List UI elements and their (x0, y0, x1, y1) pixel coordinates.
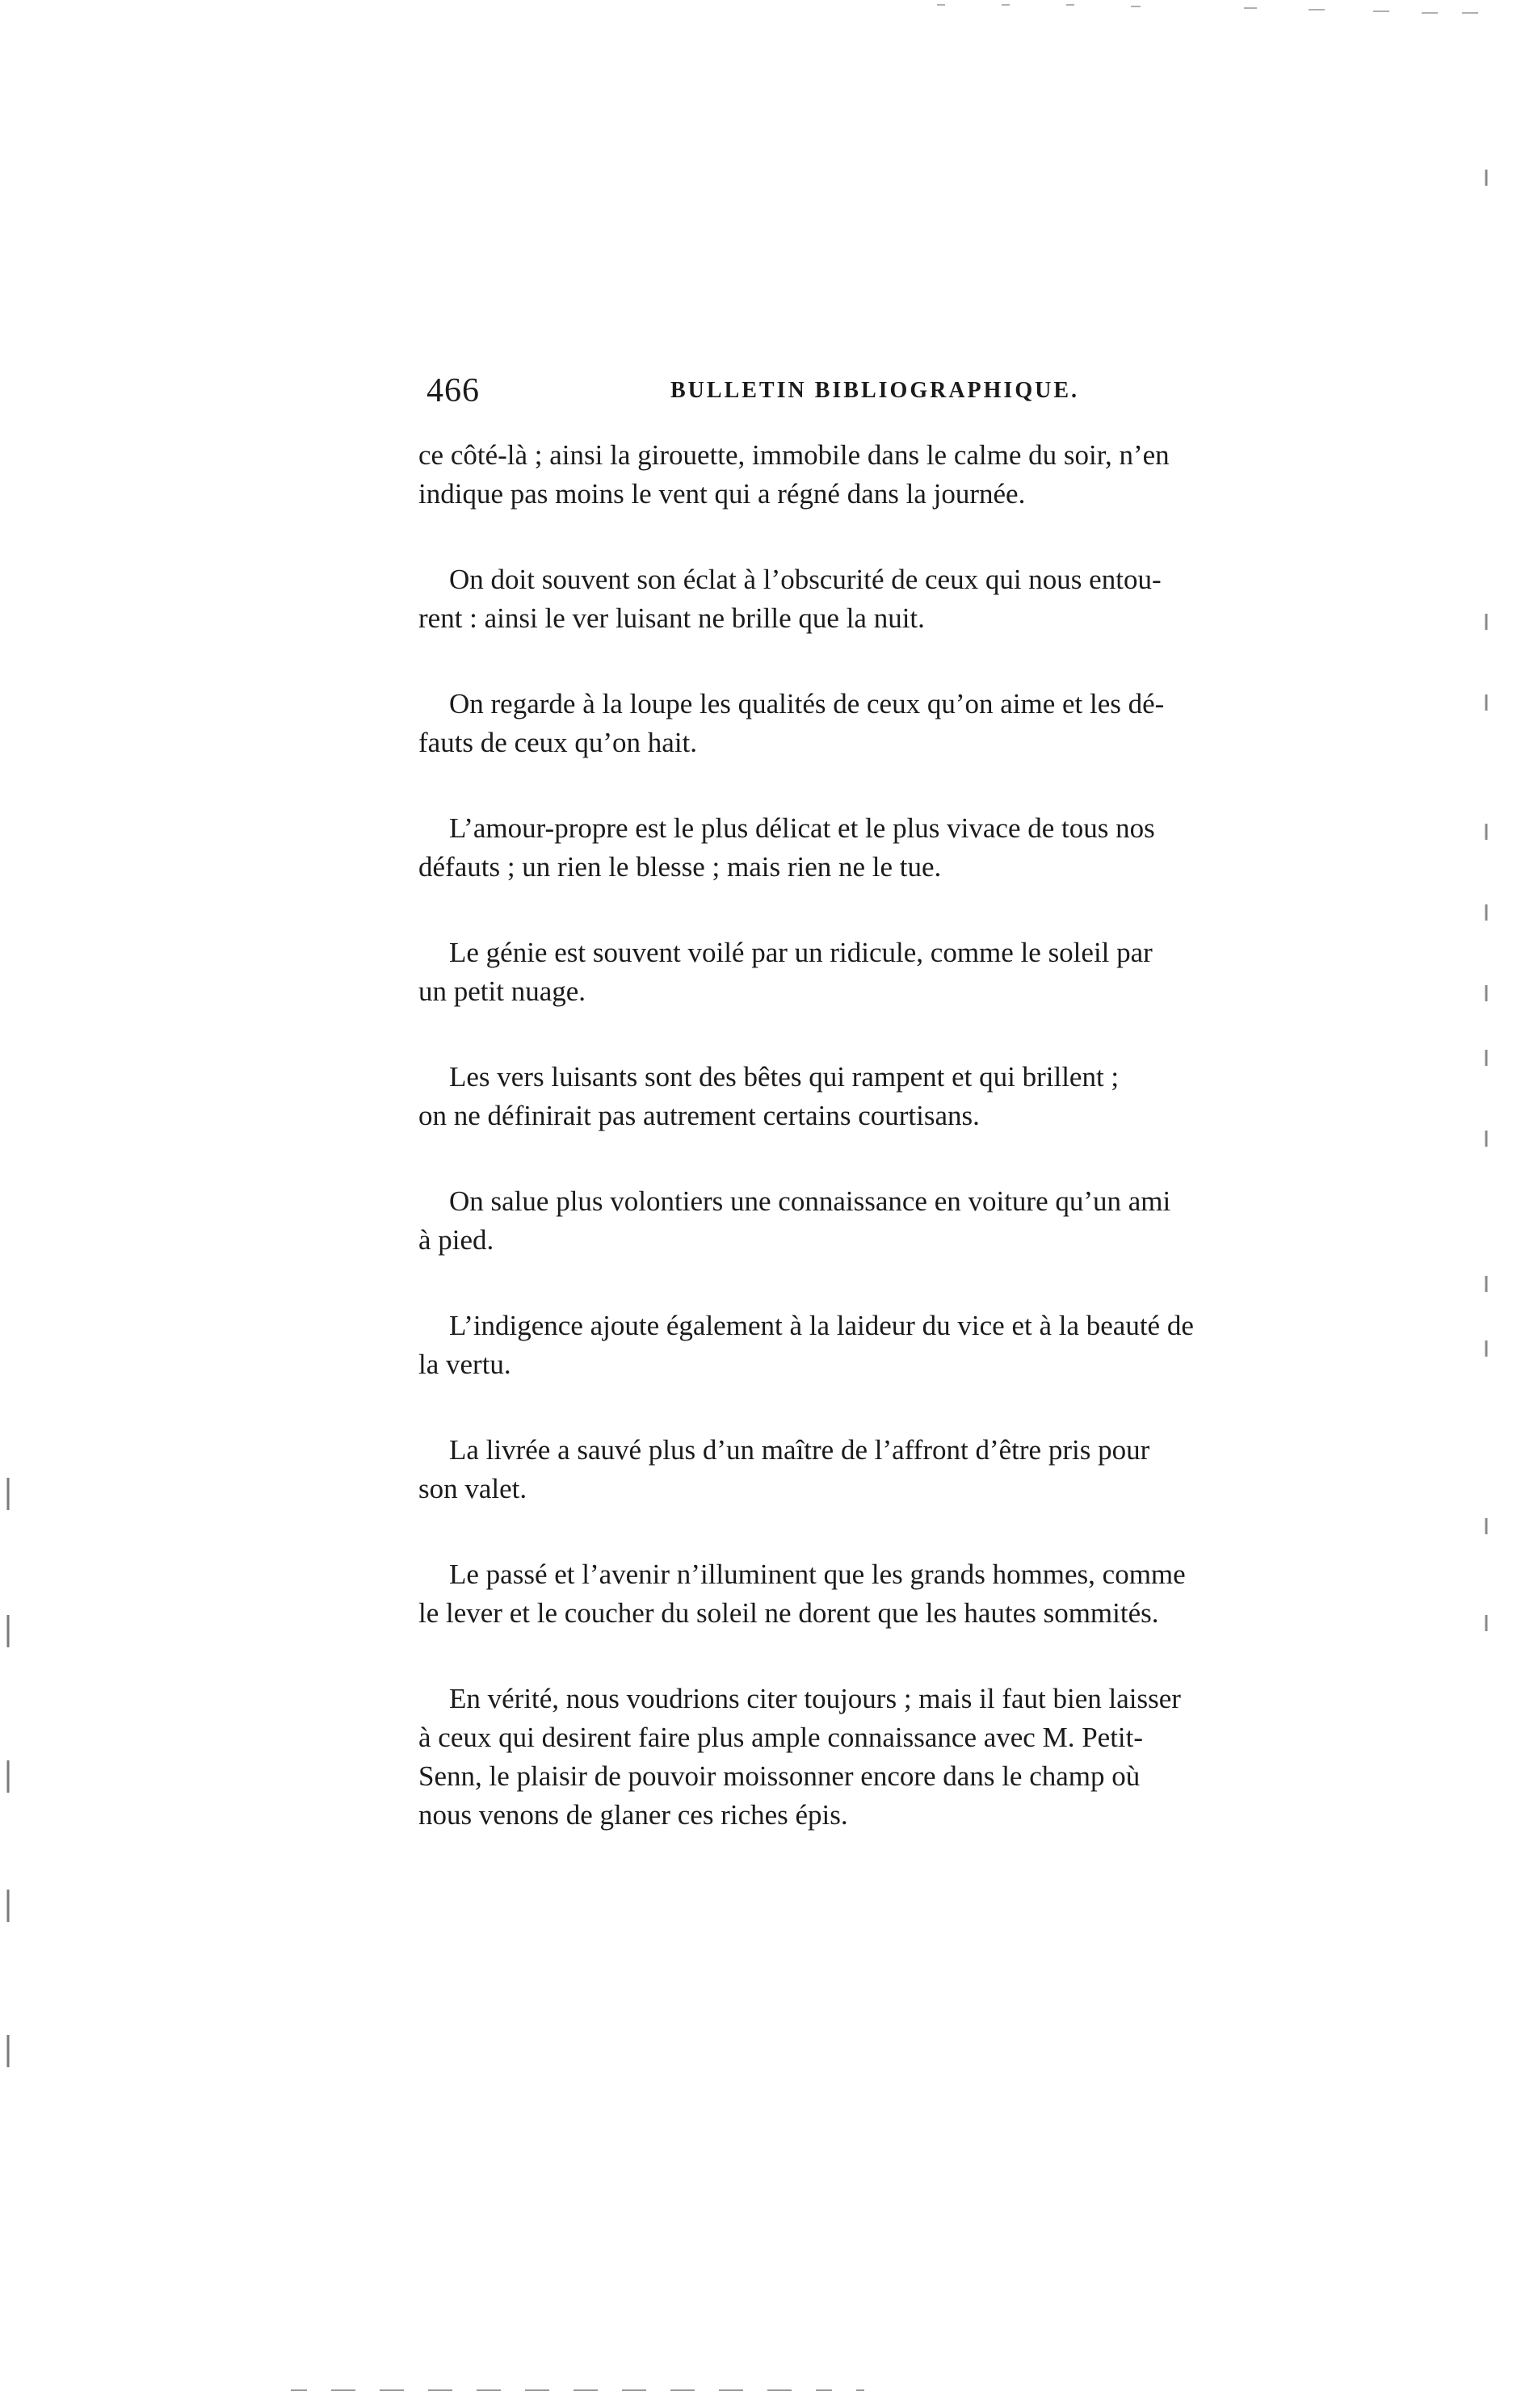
text-line: rent : ainsi le ver luisant ne brille que la nuit. (418, 602, 925, 634)
text-line: Senn, le plaisir de pouvoir moissonner encore dans le champ où (418, 1760, 1141, 1792)
top-edge-dashes (937, 5, 1478, 13)
paragraph (418, 1058, 1300, 1135)
paragraph (418, 933, 1300, 1011)
text-line: à pied. (418, 1224, 494, 1256)
paragraph (418, 436, 1300, 514)
page-number: 466 (426, 372, 480, 409)
text-line: à ceux qui desirent faire plus ample connaissance avec M. Petit- (418, 1722, 1144, 1753)
text-line: son valet. (418, 1473, 527, 1504)
text-line: défauts ; un rien le blesse ; mais rien ne le tue. (418, 851, 942, 883)
text-line: La livrée a sauvé plus d’un maître de l’affront d’être pris pour (449, 1434, 1150, 1466)
paragraph (418, 560, 1300, 638)
text-line: le lever et le coucher du soleil ne dorent que les hautes sommités. (418, 1597, 1159, 1629)
paragraph (418, 685, 1300, 762)
paragraph (418, 1307, 1300, 1384)
text-line: on ne définirait pas autrement certains courtisans. (418, 1100, 980, 1131)
paragraph (418, 809, 1300, 887)
body-text (418, 436, 1300, 1882)
paragraph (418, 1431, 1300, 1508)
text-line: On regarde à la loupe les qualités de ceux qu’on aime et les dé- (449, 688, 1165, 719)
text-line: la vertu. (418, 1349, 511, 1380)
page-header (426, 365, 1299, 413)
text-line: ce côté-là ; ainsi la girouette, immobile dans le calme du soir, n’en (418, 439, 1170, 471)
text-line: Les vers luisants sont des bêtes qui rampent et qui brillent ; (449, 1061, 1120, 1093)
text-line: L’amour-propre est le plus délicat et le plus vivace de tous nos (449, 812, 1155, 844)
text-line: L’indigence ajoute également à la laideur du vice et à la beauté de (449, 1310, 1194, 1341)
paragraph (418, 1680, 1300, 1835)
text-line: Le passé et l’avenir n’illuminent que les grands hommes, comme (449, 1558, 1186, 1590)
running-title: BULLETIN BIBLIOGRAPHIQUE. (670, 378, 1079, 403)
paragraph (418, 1182, 1300, 1260)
text-line: fauts de ceux qu’on hait. (418, 727, 698, 758)
text-line: nous venons de glaner ces riches épis. (418, 1799, 848, 1831)
text-line: On salue plus volontiers une connaissance en voiture qu’un ami (449, 1185, 1171, 1217)
text-line: On doit souvent son éclat à l’obscurité de ceux qui nous entou- (449, 564, 1162, 595)
paragraph (418, 1555, 1300, 1633)
text-line: indique pas moins le vent qui a régné dans la journée. (418, 478, 1026, 510)
text-line: En vérité, nous voudrions citer toujours ; mais il faut bien laisser (449, 1683, 1181, 1714)
text-line: un petit nuage. (418, 975, 586, 1007)
text-line: Le génie est souvent voilé par un ridicule, comme le soleil par (449, 937, 1153, 968)
